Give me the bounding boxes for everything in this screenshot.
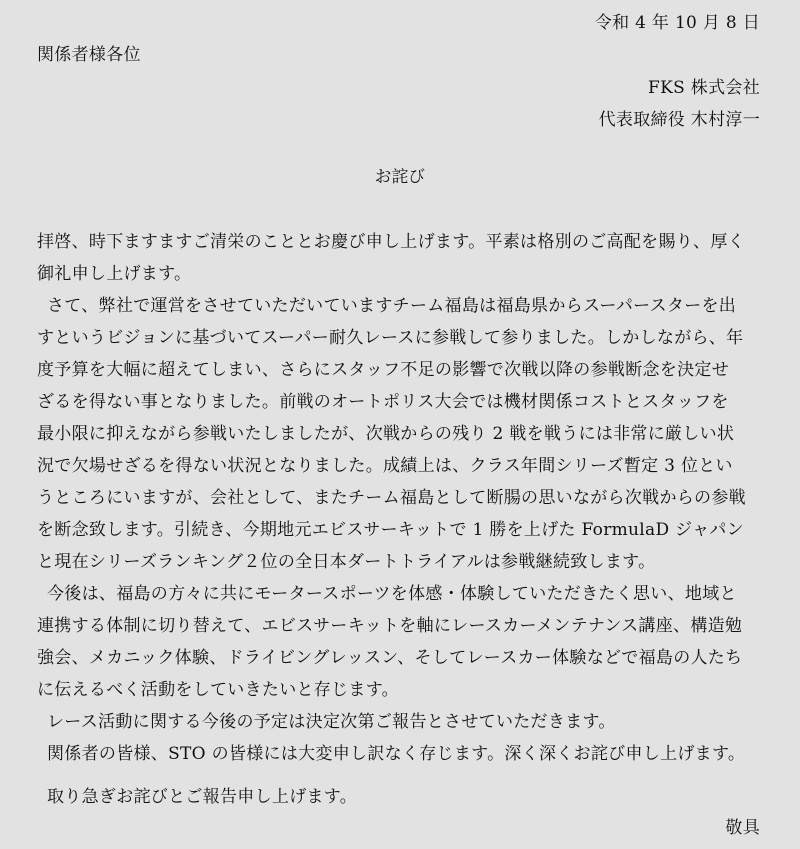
body-line: 今後は、福島の方々に共にモータースポーツを体感・体験していただきたく思い、地域と bbox=[47, 584, 737, 604]
closing-word: 敬具 bbox=[725, 818, 760, 838]
body-line: 最小限に抑えながら参戦いたしましたが、次戦からの残り 2 戦を戦うには非常に厳しい状 bbox=[37, 424, 735, 444]
body-line: 拝啓、時下ますますご清栄のこととお慶び申し上げます。平素は格別のご高配を賜り、厚く bbox=[37, 232, 745, 252]
body-line: を断念致します。引続き、今期地元エビスサーキットで 1 勝を上げた FormulaD ジャパン bbox=[37, 520, 744, 540]
addressee: 関係者様各位 bbox=[37, 45, 141, 65]
body-line: 御礼申し上げます。 bbox=[37, 264, 192, 284]
body-line: うところにいますが、会社として、またチーム福島として断腸の思いながら次戦からの参戦 bbox=[37, 488, 746, 508]
body-line: 強会、メカニック体験、ドライビングレッスン、そしてレースカー体験などで福島の人たち bbox=[37, 648, 743, 668]
body-line: すというビジョンに基づいてスーパー耐久レースに参戦して参りました。しかしながら、年 bbox=[37, 328, 744, 348]
body-line: さて、弊社で運営をさせていただいていますチーム福島は福島県からスーパースターを出 bbox=[47, 296, 737, 316]
body-line: ざるを得ない事となりました。前戦のオートポリス大会では機材関係コストとスタッフを bbox=[37, 392, 729, 412]
letter-title: お詫び bbox=[374, 167, 426, 186]
company-name: FKS 株式会社 bbox=[648, 78, 760, 98]
body-line: レース活動に関する今後の予定は決定次第ご報告とさせていただきます。 bbox=[47, 712, 616, 732]
body-line: と現在シリーズランキング２位の全日本ダートトライアルは参戦継続致します。 bbox=[37, 552, 656, 572]
body-line: 関係者の皆様、STO の皆様には大変申し訳なく存じます。深く深くお詫び申し上げます。 bbox=[47, 744, 746, 764]
body-line: 度予算を大幅に超えてしまい、さらにスタッフ不足の影響で次戦以降の参戦断念を決定せ bbox=[37, 360, 729, 380]
closing-line: 取り急ぎお詫びとご報告申し上げます。 bbox=[47, 787, 358, 807]
letter-date: 令和 4 年 10 月 8 日 bbox=[594, 13, 760, 33]
representative-name: 代表取締役 木村淳一 bbox=[598, 110, 760, 130]
body-line: 況で欠場せざるを得ない状況となりました。成績上は、クラス年間シリーズ暫定 3 位とい bbox=[37, 456, 733, 476]
body-line: 連携する体制に切り替えて、エビスサーキットを軸にレースカーメンテナンス講座、構造勉 bbox=[37, 616, 743, 636]
body-line: に伝えるべく活動をしていきたいと存じます。 bbox=[37, 680, 399, 700]
